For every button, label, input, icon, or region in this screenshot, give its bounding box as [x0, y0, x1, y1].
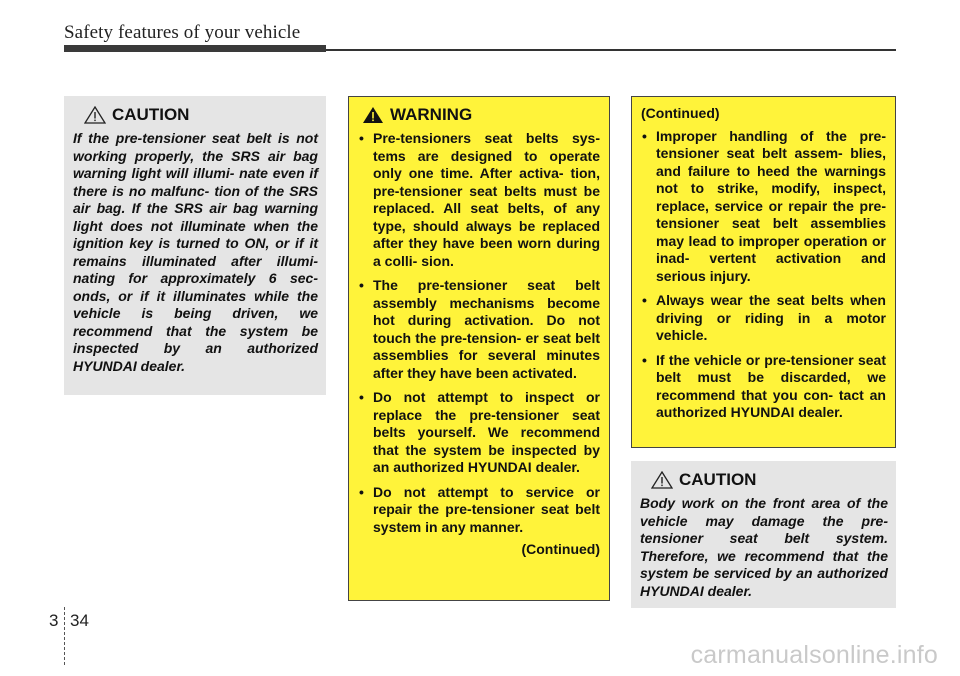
- warning-bullet: • Do not attempt to inspect or replace the pre-tensioner seat belts yourself. We recommend that the system be inspected by an authorized HYUNDAI dealer.: [358, 389, 600, 477]
- warning-bullet: • Always wear the seat belts when driving or riding in a motor vehicle.: [641, 292, 886, 345]
- continued-heading: (Continued): [641, 105, 720, 121]
- warning-triangle-outline-icon: [651, 471, 673, 489]
- continued-label: (Continued): [521, 541, 600, 557]
- page-title: Safety features of your vehicle: [64, 22, 301, 43]
- watermark: carmanualsonline.info: [690, 641, 938, 669]
- warning-heading: [358, 105, 600, 125]
- header-accent-bar: [64, 45, 326, 52]
- caution-heading-label: CAUTION: [679, 470, 757, 489]
- page-number: 34: [70, 611, 89, 630]
- caution-heading: [640, 470, 888, 490]
- caution-heading: [73, 105, 318, 125]
- warning-triangle-filled-icon: [362, 106, 384, 124]
- warning-triangle-outline-icon: [84, 106, 106, 124]
- warning-bullet-list: [358, 130, 600, 536]
- warning-heading-label: WARNING: [390, 105, 473, 124]
- chapter-number: 3: [49, 611, 59, 630]
- warning-bullet: • Do not attempt to service or repair the pre-tensioner seat belt system in any manner.: [358, 484, 600, 537]
- caution-heading-label: CAUTION: [112, 105, 190, 124]
- warning-bullet: • If the vehicle or pre-tensioner seat belt must be discarded, we recommend that you con- tact an authorized HYUNDAI dealer.: [641, 352, 886, 422]
- warning-continued-bullet-list: [641, 128, 886, 422]
- caution-text: Body work on the front area of the vehicle may damage the pre- tensioner seat belt system. Therefore, we recommend that the system be serviced by an authorized HYUNDAI dealer.: [640, 495, 888, 599]
- page-number-separator: [64, 607, 65, 665]
- caution-box-pretensioner: [64, 96, 326, 395]
- warning-continued-box: [631, 96, 896, 448]
- warning-bullet: • Pre-tensioners seat belts sys- tems are designed to operate only one time. After activa- tion, pre-tensioner seat belts must be replaced. All seat belts, of any type, should always be replaced after they have been worn during a colli- sion.: [358, 130, 600, 270]
- warning-bullet: • Improper handling of the pre- tensioner seat belt assem- blies, and failure to heed the warnings not to strike, modify, inspect, replace, service or repair the pre-tensioner seat belt assemblies may lead to improper operation or inad- vertent activation and serious injury.: [641, 128, 886, 286]
- warning-box: [348, 96, 610, 601]
- warning-bullet: • The pre-tensioner seat belt assembly mechanisms become hot during activation. Do not touch the pre-tension- er seat belt assemblies for several minutes after they have been activated.: [358, 277, 600, 382]
- caution-text: If the pre-tensioner seat belt is not working properly, the SRS air bag warning light will illumi- nate even if there is no malfunc- tion of the SRS air bag. If the SRS air bag warning light does not illuminate when the ignition key is turned to ON, or if it remains illuminated after illumi- nating for approximately 6 sec- onds, or if it illuminates while the vehicle is being driven, we recommend that the system be inspected by an authorized HYUNDAI dealer.: [73, 130, 318, 374]
- caution-box-body-work: [631, 461, 896, 608]
